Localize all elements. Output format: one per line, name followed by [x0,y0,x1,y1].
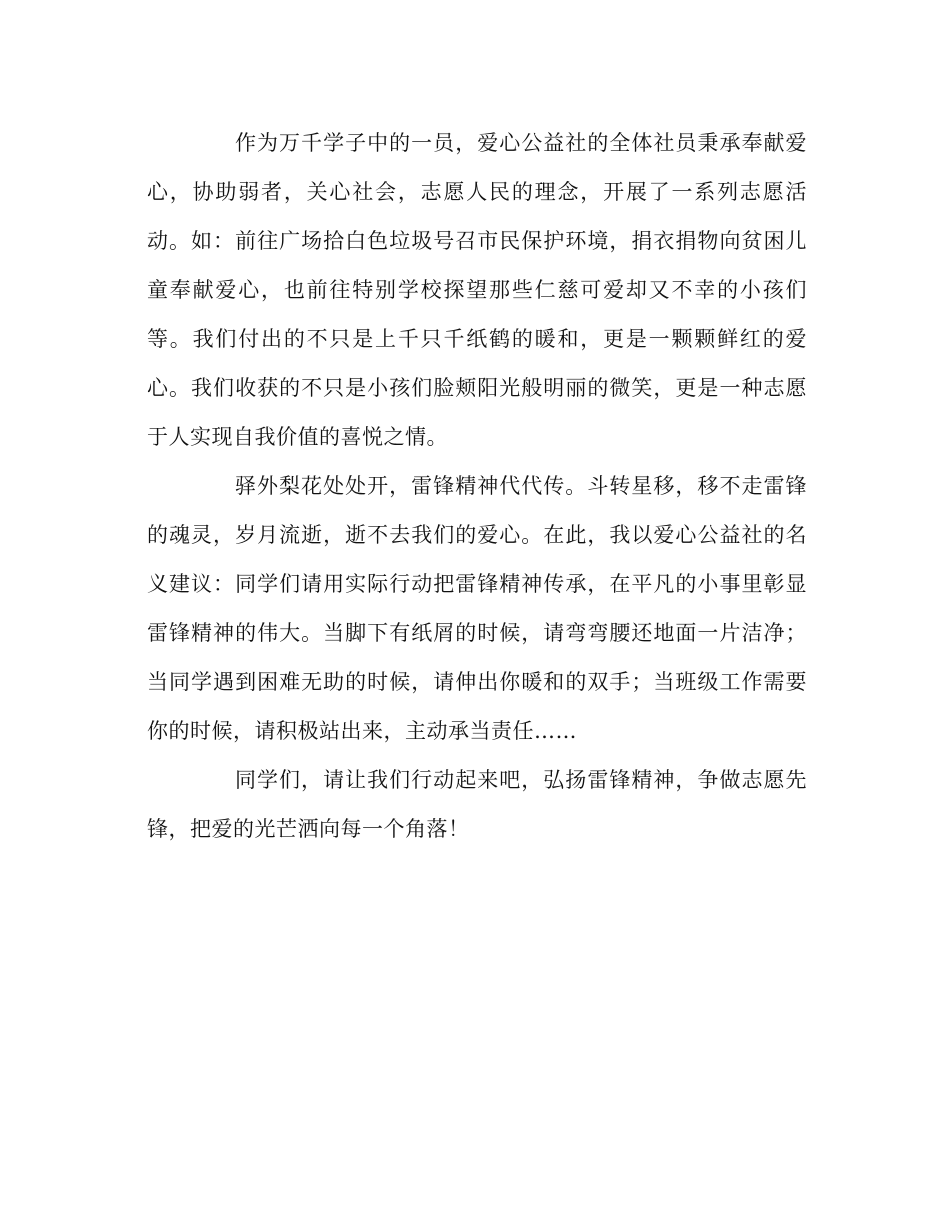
paragraph-3: 同学们，请让我们行动起来吧，弘扬雷锋精神，争做志愿先锋，把爱的光芒洒向每一个角落！ [147,768,807,841]
paragraph-1: 作为万千学子中的一员，爱心公益社的全体社员秉承奉献爱心，协助弱者，关心社会，志愿人民的理念，开展了一系列志愿活动。如：前往广场拾白色垃圾号召市民保护环境，捐衣捐物向贫困儿童奉献爱心，也前往特别学校探望那些仁慈可爱却又不幸的小孩们等。我们付出的不只是上千只千纸鹤的暖和，更是一颗颗鲜红的爱心。我们收获的不只是小孩们脸颊阳光般明丽的微笑，更是一种志愿于人实现自我价值的喜悦之情。 [147,131,807,449]
document-body [147,119,807,854]
paragraph-2: 驿外梨花处处开，雷锋精神代代传。斗转星移，移不走雷锋的魂灵，岁月流逝，逝不去我们的爱心。在此，我以爱心公益社的名义建议：同学们请用实际行动把雷锋精神传承，在平凡的小事里彰显雷锋精神的伟大。当脚下有纸屑的时候，请弯弯腰还地面一片洁净；当同学遇到困难无助的时候，请伸出你暖和的双手；当班级工作需要你的时候，请积极站出来，主动承当责任…… [147,474,807,743]
